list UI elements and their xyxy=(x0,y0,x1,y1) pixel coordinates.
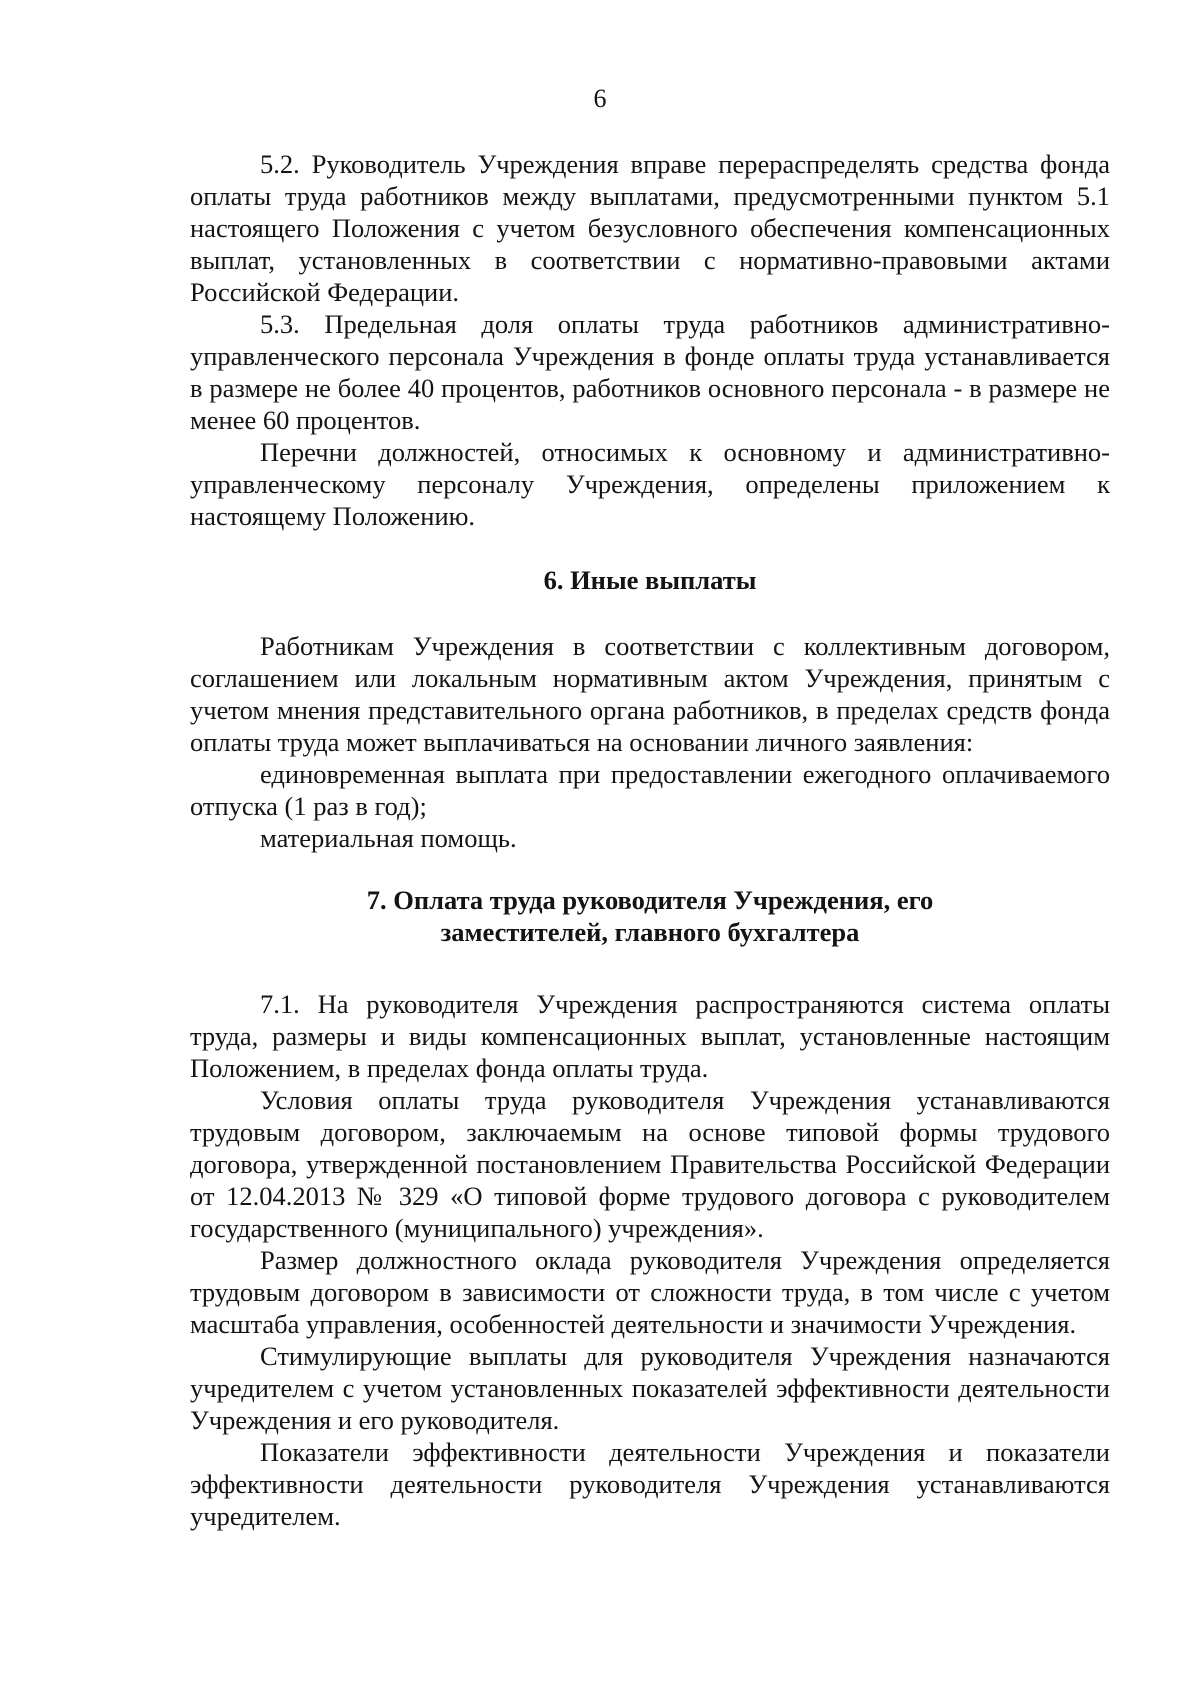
section-7-heading-line-2: заместителей, главного бухгалтера xyxy=(440,917,860,947)
document-body xyxy=(190,148,1110,1532)
paragraph-6-intro: Работникам Учреждения в соответствии с коллективным договором, соглашением или локальным нормативным актом Учреждения, принятым с учетом мнения представительного органа работников, в пределах средств фонда оплаты труда может выплачиваться на основании личного заявления: xyxy=(190,631,1110,757)
paragraph-7-incentives: Стимулирующие выплаты для руководителя Учреждения назначаются учредителем с учетом установленных показателей эффективности деятельности Учреждения и его руководителя. xyxy=(190,1341,1110,1435)
paragraph-5-3-positions: Перечни должностей, относимых к основному и административно-управленческому персоналу Учреждения, определены приложением к настоящему Положению. xyxy=(190,437,1110,531)
paragraph-6-material-aid: материальная помощь. xyxy=(260,823,517,853)
paragraph-5-3: 5.3. Предельная доля оплаты труда работников административно-управленческого персонала Учреждения в фонде оплаты труда устанавливается в размере не более 40 процентов, работников основного персонала - в размере не менее 60 процентов. xyxy=(190,309,1110,435)
section-7-heading-line-1: 7. Оплата труда руководителя Учреждения, его xyxy=(366,885,934,915)
paragraph-7-1: 7.1. На руководителя Учреждения распространяются система оплаты труда, размеры и виды компенсационных выплат, установленные настоящим Положением, в пределах фонда оплаты труда. xyxy=(190,989,1110,1083)
paragraph-7-indicators: Показатели эффективности деятельности Учреждения и показатели эффективности деятельности руководителя Учреждения устанавливаются учредителем. xyxy=(190,1437,1110,1531)
paragraph-7-salary: Размер должностного оклада руководителя Учреждения определяется трудовым договором в зависимости от сложности труда, в том числе с учетом масштаба управления, особенностей деятельности и значимости Учреждения. xyxy=(190,1245,1110,1339)
paragraph-6-lump-sum: единовременная выплата при предоставлении ежегодного оплачиваемого отпуска (1 раз в год); xyxy=(190,759,1110,821)
section-6-heading: 6. Иные выплаты xyxy=(543,565,757,595)
page-number: 6 xyxy=(593,84,607,113)
section-7-heading xyxy=(190,884,1110,948)
paragraph-7-conditions: Условия оплаты труда руководителя Учреждения устанавливаются трудовым договором, заключаемым на основе типовой формы трудового договора, утвержденной постановлением Правительства Российской Федерации от 12.04.2013 № 329 «О типовой форме трудового договора с руководителем государственного (муниципального) учреждения». xyxy=(190,1085,1110,1243)
paragraph-5-2: 5.2. Руководитель Учреждения вправе перераспределять средства фонда оплаты труда работников между выплатами, предусмотренными пунктом 5.1 настоящего Положения с учетом безусловного обеспечения компенсационных выплат, установленных в соответствии с нормативно-правовыми актами Российской Федерации. xyxy=(190,149,1110,307)
